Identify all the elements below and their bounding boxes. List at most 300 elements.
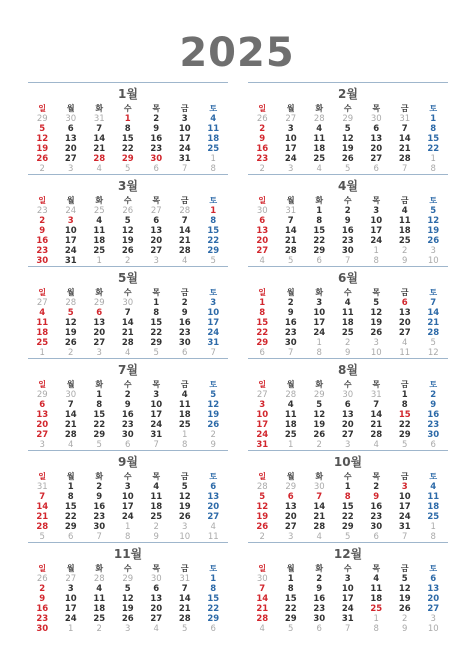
month-title: 3월 — [118, 179, 138, 193]
day-cell: 5 — [124, 216, 131, 226]
weekday-label: 토 — [209, 104, 218, 113]
day-cell: 9 — [316, 584, 323, 594]
day-cell: 1 — [96, 390, 103, 400]
day-cell: 25 — [93, 206, 105, 216]
month-title: 7월 — [118, 363, 138, 377]
day-cell: 27 — [398, 328, 411, 338]
day-cell: 27 — [64, 154, 77, 164]
day-cell: 19 — [427, 226, 440, 236]
month-divider — [248, 542, 448, 543]
day-cell: 10 — [256, 410, 269, 420]
day-cell: 5 — [182, 624, 188, 634]
day-cell: 5 — [153, 348, 159, 358]
day-cell: 9 — [344, 216, 351, 226]
weekday-label: 토 — [429, 564, 438, 573]
weekday-label: 화 — [95, 104, 104, 113]
day-cell: 19 — [36, 144, 49, 154]
day-cell: 20 — [427, 594, 440, 604]
weekday-label: 금 — [180, 288, 189, 297]
day-cell: 30 — [150, 574, 162, 584]
day-cell: 31 — [64, 256, 77, 266]
day-cell: 20 — [64, 144, 77, 154]
day-cell: 4 — [210, 522, 216, 532]
month-divider — [28, 82, 228, 83]
day-cell: 16 — [36, 604, 49, 614]
day-cell: 28 — [313, 114, 325, 124]
day-cell: 6 — [373, 164, 379, 174]
day-cell: 22 — [284, 604, 297, 614]
day-cell: 16 — [313, 594, 326, 604]
day-cell: 5 — [344, 124, 351, 134]
day-cell: 30 — [284, 338, 297, 348]
day-cell: 1 — [430, 522, 436, 532]
day-cell: 8 — [96, 400, 103, 410]
weekday-label: 토 — [209, 196, 218, 205]
day-cell: 6 — [344, 400, 351, 410]
day-cell: 5 — [430, 338, 436, 348]
day-cell: 4 — [68, 440, 74, 450]
day-cell: 5 — [67, 308, 74, 318]
day-cell: 26 — [36, 154, 49, 164]
day-cell: 13 — [256, 226, 269, 236]
day-cell: 21 — [178, 604, 191, 614]
day-cell: 5 — [124, 584, 131, 594]
weekday-label: 화 — [315, 196, 324, 205]
day-cell: 4 — [153, 624, 159, 634]
weekday-label: 화 — [95, 288, 104, 297]
weekday-header — [28, 471, 228, 482]
day-cell: 1 — [373, 246, 379, 256]
day-cell: 15 — [207, 226, 220, 236]
day-cell: 9 — [402, 256, 408, 266]
day-cell: 16 — [36, 236, 49, 246]
day-cell: 9 — [373, 492, 380, 502]
day-cell: 2 — [402, 246, 408, 256]
day-cell: 18 — [150, 502, 163, 512]
day-cell: 9 — [124, 400, 131, 410]
day-cell: 4 — [344, 298, 351, 308]
day-cell: 5 — [288, 256, 294, 266]
day-cell: 21 — [36, 512, 49, 522]
month-block — [248, 542, 448, 634]
month-divider — [248, 450, 448, 451]
day-cell: 24 — [313, 328, 326, 338]
weekday-label: 금 — [400, 564, 409, 573]
day-cell: 30 — [342, 390, 354, 400]
day-cell: 2 — [402, 614, 408, 624]
day-cell: 30 — [256, 206, 268, 216]
day-cell: 2 — [39, 164, 45, 174]
weekday-label: 화 — [315, 472, 324, 481]
weekday-label: 금 — [400, 196, 409, 205]
weekday-label: 월 — [286, 288, 295, 297]
day-cell: 8 — [182, 440, 188, 450]
day-cell: 10 — [427, 624, 439, 634]
day-cell: 26 — [36, 574, 48, 584]
day-cell: 30 — [256, 574, 268, 584]
day-cell: 22 — [313, 236, 326, 246]
day-cell: 1 — [125, 522, 131, 532]
day-cell: 3 — [96, 348, 102, 358]
day-cell: 2 — [39, 216, 46, 226]
day-cell: 5 — [125, 164, 131, 174]
day-cell: 12 — [427, 348, 439, 358]
day-cell: 2 — [39, 584, 46, 594]
day-cell: 7 — [316, 492, 323, 502]
day-cell: 10 — [398, 492, 411, 502]
day-cell: 28 — [93, 574, 105, 584]
day-cell: 13 — [36, 410, 49, 420]
day-cell: 19 — [178, 502, 191, 512]
day-cell: 28 — [65, 298, 77, 308]
month-divider — [248, 358, 448, 359]
day-cell: 3 — [373, 206, 380, 216]
day-cell: 6 — [96, 308, 103, 318]
day-cell: 4 — [373, 440, 379, 450]
day-cell: 12 — [313, 410, 326, 420]
day-cell: 5 — [345, 532, 351, 542]
weekday-header — [248, 471, 448, 482]
day-cell: 23 — [36, 614, 49, 624]
day-cell: 27 — [150, 246, 163, 256]
day-cell: 11 — [398, 216, 411, 226]
day-cell: 5 — [210, 390, 217, 400]
day-cell: 12 — [341, 134, 354, 144]
weekday-label: 화 — [315, 104, 324, 113]
weekday-label: 수 — [343, 104, 352, 113]
day-cell: 15 — [64, 502, 77, 512]
day-cell: 4 — [316, 532, 322, 542]
day-cell: 30 — [150, 154, 163, 164]
day-cell: 27 — [285, 114, 297, 124]
weekday-label: 토 — [429, 104, 438, 113]
weekday-label: 금 — [180, 380, 189, 389]
day-cell: 22 — [207, 604, 220, 614]
weekday-label: 금 — [180, 196, 189, 205]
day-cell: 2 — [96, 482, 103, 492]
day-cell: 3 — [288, 532, 294, 542]
day-cell: 11 — [313, 134, 326, 144]
day-cell: 21 — [256, 604, 269, 614]
day-cell: 29 — [122, 574, 134, 584]
weekday-label: 화 — [95, 196, 104, 205]
day-cell: 29 — [93, 430, 106, 440]
day-cell: 7 — [401, 124, 408, 134]
weekday-label: 금 — [180, 564, 189, 573]
day-cell: 4 — [316, 164, 322, 174]
day-cell: 6 — [153, 164, 159, 174]
weekday-label: 화 — [315, 288, 324, 297]
weekday-label: 화 — [315, 380, 324, 389]
day-cell: 15 — [121, 134, 134, 144]
day-cell: 29 — [313, 390, 325, 400]
weekday-label: 수 — [343, 472, 352, 481]
day-cell: 6 — [373, 124, 380, 134]
day-cell: 22 — [341, 512, 354, 522]
day-cell: 30 — [65, 114, 77, 124]
month-block — [248, 358, 448, 450]
day-cell: 4 — [181, 390, 188, 400]
day-cell: 18 — [284, 420, 297, 430]
day-cell: 17 — [341, 594, 354, 604]
day-cell: 25 — [36, 338, 49, 348]
day-cell: 6 — [430, 574, 437, 584]
weekday-label: 일 — [38, 104, 47, 113]
day-cell: 23 — [121, 420, 134, 430]
day-cell: 10 — [179, 532, 191, 542]
day-cell: 27 — [427, 604, 440, 614]
day-cell: 30 — [341, 246, 354, 256]
day-cell: 7 — [96, 124, 103, 134]
day-cell: 1 — [96, 256, 102, 266]
day-cell: 2 — [68, 348, 74, 358]
day-cell: 16 — [370, 502, 383, 512]
day-cell: 20 — [93, 328, 106, 338]
day-cell: 25 — [284, 430, 297, 440]
day-cell: 1 — [153, 298, 160, 308]
day-cell: 24 — [341, 604, 354, 614]
day-cell: 10 — [370, 348, 382, 358]
day-cell: 10 — [121, 492, 134, 502]
day-cell: 22 — [427, 144, 440, 154]
month-block — [248, 82, 448, 174]
day-cell: 18 — [341, 318, 354, 328]
weekday-label: 월 — [286, 564, 295, 573]
weekday-label: 일 — [38, 472, 47, 481]
day-cell: 12 — [64, 318, 77, 328]
day-cell: 1 — [316, 338, 322, 348]
day-cell: 30 — [427, 430, 440, 440]
day-cell: 2 — [344, 206, 351, 216]
day-cell: 15 — [207, 594, 220, 604]
day-cell: 3 — [316, 298, 323, 308]
day-cell: 14 — [370, 410, 383, 420]
weekday-label: 월 — [66, 564, 75, 573]
day-cell: 19 — [313, 420, 326, 430]
day-cell: 10 — [427, 256, 439, 266]
day-cell: 12 — [207, 400, 220, 410]
weekday-label: 목 — [152, 196, 161, 205]
day-cell: 11 — [341, 308, 354, 318]
day-cell: 4 — [182, 256, 188, 266]
day-cell: 18 — [398, 226, 411, 236]
day-cell: 11 — [370, 584, 383, 594]
day-cell: 28 — [121, 338, 134, 348]
day-cell: 8 — [210, 164, 216, 174]
day-cell: 30 — [313, 482, 325, 492]
day-cell: 27 — [65, 574, 77, 584]
weekday-label: 화 — [315, 564, 324, 573]
day-cell: 1 — [67, 482, 74, 492]
month-divider — [28, 450, 228, 451]
day-cell: 24 — [150, 420, 163, 430]
day-cell: 11 — [93, 594, 106, 604]
day-cell: 17 — [64, 236, 77, 246]
month-divider — [28, 358, 228, 359]
day-cell: 2 — [125, 256, 131, 266]
day-cell: 28 — [285, 390, 297, 400]
day-cell: 9 — [181, 308, 188, 318]
day-cell: 22 — [256, 328, 269, 338]
day-cell: 8 — [125, 532, 131, 542]
day-cell: 4 — [402, 338, 408, 348]
day-cell: 11 — [36, 318, 49, 328]
day-cell: 29 — [64, 522, 77, 532]
day-cell: 1 — [182, 430, 188, 440]
weekday-label: 목 — [152, 472, 161, 481]
day-cell: 24 — [178, 144, 191, 154]
day-cell: 24 — [65, 206, 77, 216]
weekday-label: 수 — [343, 196, 352, 205]
weekday-label: 목 — [152, 288, 161, 297]
day-cell: 19 — [207, 410, 220, 420]
day-cell: 28 — [427, 328, 440, 338]
day-cell: 6 — [125, 440, 131, 450]
day-cell: 2 — [259, 532, 265, 542]
day-cell: 25 — [398, 236, 411, 246]
day-cell: 4 — [96, 216, 103, 226]
day-cell: 6 — [401, 298, 408, 308]
day-cell: 3 — [401, 482, 408, 492]
day-cell: 27 — [256, 246, 269, 256]
day-cell: 3 — [288, 164, 294, 174]
weekday-label: 화 — [95, 564, 104, 573]
day-cell: 28 — [256, 482, 268, 492]
day-cell: 5 — [430, 206, 437, 216]
day-cell: 26 — [427, 236, 440, 246]
day-cell: 4 — [210, 114, 217, 124]
day-cell: 10 — [207, 308, 220, 318]
day-cell: 21 — [313, 512, 326, 522]
day-cell: 25 — [93, 614, 106, 624]
day-cell: 8 — [124, 124, 131, 134]
day-cell: 26 — [178, 512, 191, 522]
day-cell: 25 — [427, 512, 440, 522]
day-cell: 9 — [259, 134, 266, 144]
day-cell: 12 — [256, 502, 269, 512]
day-cell: 2 — [345, 338, 351, 348]
day-cell: 28 — [284, 246, 297, 256]
day-cell: 30 — [370, 522, 383, 532]
day-cell: 11 — [207, 124, 220, 134]
day-cell: 3 — [124, 482, 131, 492]
day-cell: 2 — [124, 390, 131, 400]
day-cell: 29 — [256, 338, 269, 348]
day-cell: 7 — [124, 308, 131, 318]
day-cell: 26 — [121, 614, 134, 624]
weekday-label: 토 — [429, 380, 438, 389]
weekday-label: 일 — [38, 288, 47, 297]
day-cell: 12 — [427, 216, 440, 226]
weekday-header — [28, 379, 228, 390]
day-cell: 14 — [64, 410, 77, 420]
day-cell: 12 — [121, 226, 134, 236]
day-cell: 26 — [64, 338, 77, 348]
day-cell: 17 — [313, 318, 326, 328]
day-cell: 16 — [284, 318, 297, 328]
month-divider — [248, 174, 448, 175]
month-title: 2월 — [338, 87, 358, 101]
day-cell: 7 — [345, 256, 351, 266]
month-title: 11월 — [113, 547, 143, 561]
day-cell: 20 — [207, 502, 220, 512]
day-cell: 8 — [430, 124, 437, 134]
day-cell: 23 — [36, 206, 48, 216]
day-cell: 19 — [370, 318, 383, 328]
month-divider — [248, 266, 448, 267]
day-cell: 2 — [259, 124, 266, 134]
weekday-label: 토 — [209, 380, 218, 389]
day-cell: 9 — [153, 124, 160, 134]
weekday-label: 월 — [66, 380, 75, 389]
month-divider — [248, 82, 448, 83]
day-cell: 31 — [399, 114, 411, 124]
weekday-header — [28, 195, 228, 206]
day-cell: 13 — [341, 410, 354, 420]
weekday-header — [248, 287, 448, 298]
day-cell: 11 — [178, 400, 191, 410]
weekday-label: 금 — [400, 288, 409, 297]
day-cell: 31 — [178, 154, 191, 164]
day-cell: 9 — [39, 226, 46, 236]
weekday-label: 금 — [400, 380, 409, 389]
day-cell: 8 — [259, 308, 266, 318]
day-cell: 21 — [178, 236, 191, 246]
weekday-label: 월 — [286, 472, 295, 481]
day-cell: 3 — [181, 114, 188, 124]
day-cell: 3 — [259, 400, 266, 410]
day-cell: 16 — [256, 144, 269, 154]
day-cell: 6 — [39, 400, 46, 410]
weekday-header — [28, 563, 228, 574]
day-cell: 14 — [93, 134, 106, 144]
day-cell: 28 — [370, 430, 383, 440]
day-cell: 9 — [96, 492, 103, 502]
day-cell: 6 — [68, 532, 74, 542]
day-cell: 25 — [150, 512, 163, 522]
day-cell: 15 — [427, 134, 440, 144]
weekday-header — [248, 563, 448, 574]
day-cell: 30 — [65, 390, 77, 400]
day-cell: 16 — [93, 502, 106, 512]
day-cell: 4 — [430, 482, 437, 492]
day-cell: 20 — [150, 604, 163, 614]
weekday-label: 토 — [209, 564, 218, 573]
day-cell: 21 — [121, 328, 134, 338]
day-cell: 4 — [259, 624, 265, 634]
day-cell: 1 — [210, 206, 217, 216]
day-cell: 9 — [402, 624, 408, 634]
day-cell: 24 — [284, 154, 297, 164]
day-cell: 13 — [150, 226, 163, 236]
day-cell: 5 — [210, 256, 216, 266]
day-cell: 27 — [341, 430, 354, 440]
day-cell: 8 — [316, 216, 323, 226]
day-cell: 18 — [36, 328, 49, 338]
day-cell: 24 — [64, 614, 77, 624]
day-cell: 12 — [121, 594, 134, 604]
day-cell: 29 — [121, 154, 134, 164]
day-cell: 11 — [399, 348, 411, 358]
day-cell: 20 — [150, 236, 163, 246]
day-cell: 22 — [150, 328, 163, 338]
day-cell: 31 — [36, 482, 48, 492]
weekday-header — [28, 103, 228, 114]
day-cell: 8 — [401, 400, 408, 410]
day-cell: 31 — [179, 574, 191, 584]
day-cell: 18 — [93, 236, 106, 246]
day-cell: 28 — [313, 522, 326, 532]
